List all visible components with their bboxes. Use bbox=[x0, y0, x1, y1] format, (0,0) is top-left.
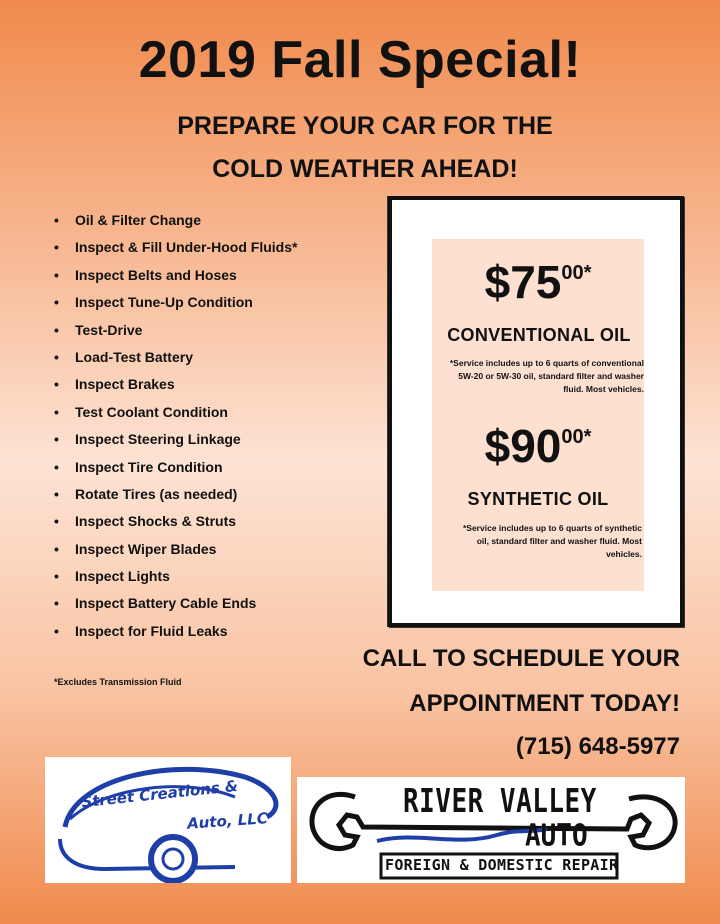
river-valley-auto: AUTO bbox=[525, 819, 588, 854]
checklist-item: • Inspect Brakes bbox=[54, 374, 297, 401]
synthetic-oil-note: *Service includes up to 6 quarts of synthetic oil, standard filter and washer fluid. Most vehicles. bbox=[462, 523, 642, 559]
river-valley-logo bbox=[297, 777, 685, 883]
conventional-price-cents: 00* bbox=[561, 262, 592, 284]
synthetic-price bbox=[432, 420, 644, 472]
checklist-item: • Inspect Tune-Up Condition bbox=[54, 292, 297, 319]
conventional-oil-label: CONVENTIONAL OIL bbox=[447, 325, 631, 345]
service-checklist bbox=[54, 210, 297, 648]
street-creations-line-1: Street Creations & bbox=[80, 776, 239, 812]
street-creations-line-2: Auto, LLC bbox=[186, 809, 269, 833]
conventional-price bbox=[432, 256, 644, 308]
checklist-item: • Oil & Filter Change bbox=[54, 210, 297, 237]
synthetic-oil-label: SYNTHETIC OIL bbox=[467, 489, 609, 509]
footnote: *Excludes Transmission Fluid bbox=[54, 677, 182, 687]
checklist-item: • Test-Drive bbox=[54, 320, 297, 347]
checklist-item: • Inspect for Fluid Leaks bbox=[54, 621, 297, 648]
subheadline-line-2: COLD WEATHER AHEAD! bbox=[212, 155, 518, 183]
street-creations-logo bbox=[45, 757, 291, 883]
checklist-item: • Inspect Shocks & Struts bbox=[54, 511, 297, 538]
checklist-item: • Inspect Wiper Blades bbox=[54, 539, 297, 566]
conventional-price-dollars: $75 bbox=[484, 256, 562, 308]
cta-line-2: APPOINTMENT TODAY! bbox=[409, 690, 680, 717]
headline: 2019 Fall Special! bbox=[138, 31, 582, 89]
synthetic-price-cents: 00* bbox=[561, 426, 592, 448]
checklist-item: • Inspect Battery Cable Ends bbox=[54, 593, 297, 620]
checklist-item: • Inspect Steering Linkage bbox=[54, 429, 297, 456]
price-panel bbox=[432, 239, 644, 591]
checklist-item: • Inspect Tire Condition bbox=[54, 457, 297, 484]
checklist-item: • Inspect Lights bbox=[54, 566, 297, 593]
phone-number: (715) 648-5977 bbox=[515, 733, 680, 760]
synthetic-price-dollars: $90 bbox=[484, 420, 562, 472]
checklist-item: • Rotate Tires (as needed) bbox=[54, 484, 297, 511]
subheadline-line-1: PREPARE YOUR CAR FOR THE bbox=[177, 112, 553, 140]
cta-line-1: CALL TO SCHEDULE YOUR bbox=[362, 645, 680, 672]
river-valley-name: RIVER VALLEY bbox=[403, 783, 597, 821]
river-valley-tagline: FOREIGN & DOMESTIC REPAIR bbox=[385, 856, 619, 874]
checklist-item: • Inspect Belts and Hoses bbox=[54, 265, 297, 292]
conventional-oil-note: *Service includes up to 6 quarts of conventional 5W-20 or 5W-30 oil, standard filter and washer fluid. Most vehicles. bbox=[449, 358, 644, 394]
checklist-item: • Load-Test Battery bbox=[54, 347, 297, 374]
checklist-item: • Inspect & Fill Under-Hood Fluids* bbox=[54, 237, 297, 264]
checklist-item: • Test Coolant Condition bbox=[54, 402, 297, 429]
price-card bbox=[388, 196, 684, 627]
